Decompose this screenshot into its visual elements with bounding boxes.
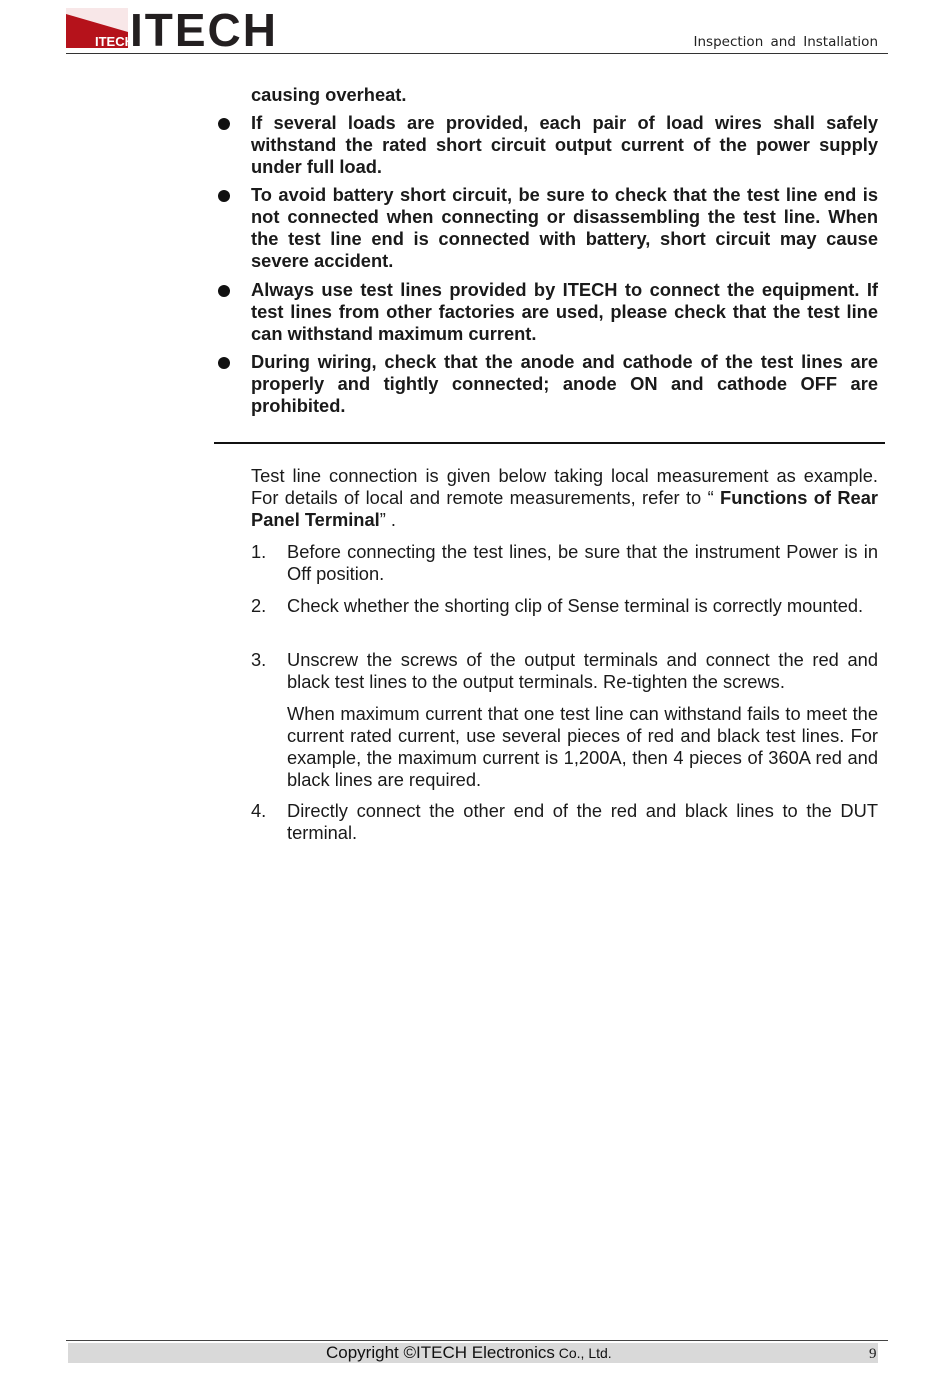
warning-item: If several loads are provided, each pair of load wires shall safely withstand the rated short circuit output current of the power supply under full load. <box>251 112 878 177</box>
svg-text:ITECH: ITECH <box>95 34 134 49</box>
section-divider <box>214 442 885 444</box>
bullet-icon <box>218 118 230 130</box>
step-text: Directly connect the other end of the red and black lines to the DUT terminal. <box>287 800 878 843</box>
intro-text: Test line connection is given below taking local measurement as example. For details of local and remote measurements, refer to “ <box>251 465 878 508</box>
warning-item: During wiring, check that the anode and cathode of the test lines are properly and tightly connected; anode ON and cathode OFF are prohibited. <box>251 351 878 416</box>
intro-paragraph <box>251 465 878 531</box>
step-note: When maximum current that one test line can withstand fails to meet the current rated current, use several pieces of red and black test lines. For example, the maximum current is 1,200A, then 4 pieces of 360A red and black lines are required. <box>287 703 878 790</box>
header-divider <box>66 53 888 54</box>
step-text: Check whether the shorting clip of Sense terminal is correctly mounted. <box>287 595 864 616</box>
step-number: 1. <box>251 541 267 562</box>
page-number: 9 <box>869 1346 877 1362</box>
bullet-icon <box>218 190 230 202</box>
intro-text-end: ” . <box>379 509 396 530</box>
step-number: 3. <box>251 649 267 670</box>
bullet-icon <box>218 357 230 369</box>
itech-logo <box>66 6 292 50</box>
step-text: Before connecting the test lines, be sure that the instrument Power is in Off position. <box>287 541 878 584</box>
svg-text:ITECH: ITECH <box>130 6 278 50</box>
step-text: Unscrew the screws of the output terminals and connect the red and black test lines to the output terminals. Re-tighten the screws. <box>287 649 878 692</box>
step-number: 4. <box>251 800 267 821</box>
warning-continuation: causing overheat. <box>251 84 407 105</box>
header-section-title: Inspection and Installation <box>693 34 878 50</box>
bullet-icon <box>218 285 230 297</box>
reference-link[interactable]: Functions of Rear Panel Terminal <box>251 487 878 530</box>
copyright-text: Copyright ©ITECH Electronics <box>326 1343 555 1362</box>
footer-divider <box>66 1340 888 1341</box>
warning-item: Always use test lines provided by ITECH to connect the equipment. If test lines from other factories are used, please check that the test line can withstand maximum current. <box>251 279 878 344</box>
footer-copyright <box>326 1342 612 1364</box>
step-number: 2. <box>251 595 267 616</box>
warning-item: To avoid battery short circuit, be sure to check that the test line end is not connected when connecting or disassembling the test line. When the test line end is connected with battery, short circuit may cause severe accident. <box>251 184 878 271</box>
company-suffix: Co., Ltd. <box>554 1345 612 1361</box>
